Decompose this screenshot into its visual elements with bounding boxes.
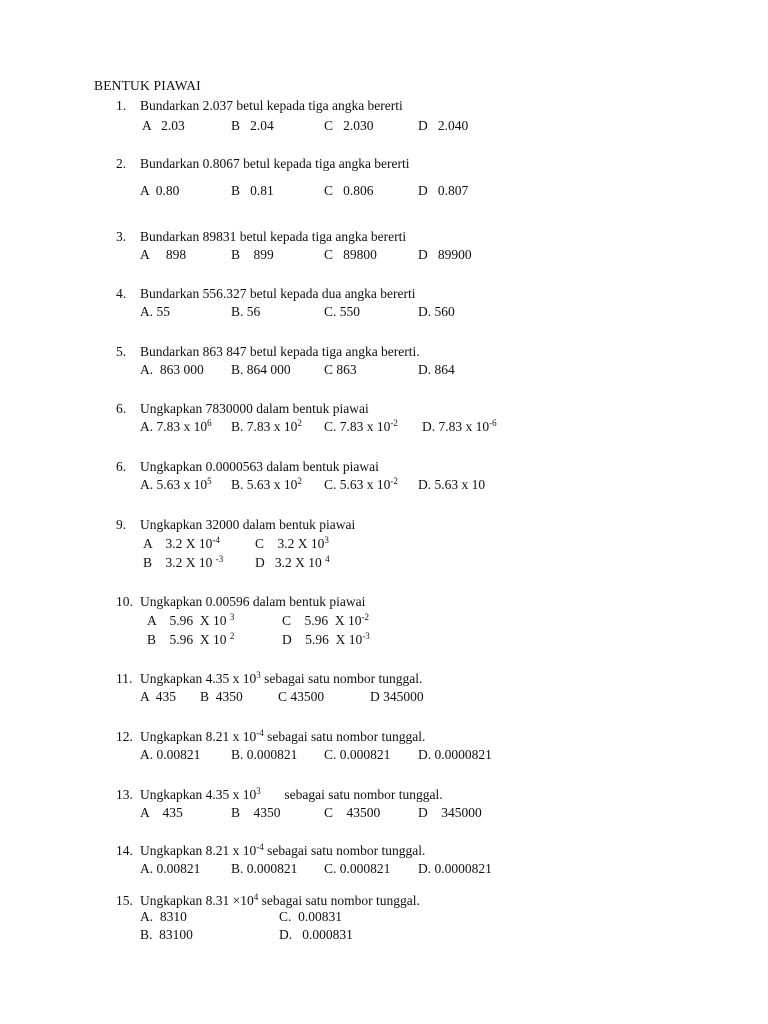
question-text-main: Ungkapkan 8.31 ×10: [140, 893, 254, 908]
question-text-main: Bundarkan 863 847 betul kepada tiga angka bererti.: [140, 344, 420, 359]
question-text-main: Ungkapkan 0.0000563 dalam bentuk piawai: [140, 459, 379, 474]
answer-option: [255, 536, 329, 552]
answer-option: [140, 247, 186, 263]
question-number: 9.: [116, 517, 127, 532]
question-text: [140, 594, 365, 610]
answer-option: [231, 477, 302, 493]
answer-option: [140, 689, 176, 705]
answer-option-text: B 4350: [200, 689, 243, 704]
answer-option: [200, 689, 243, 705]
answer-option-text: B 5.96 X 10: [147, 632, 230, 647]
answer-option-text: D. 0.000831: [279, 927, 353, 942]
question-text: [140, 843, 425, 859]
question-line: [0, 401, 768, 419]
answer-option: [422, 419, 497, 435]
answer-option: [418, 247, 472, 263]
answer-option-text: C 863: [324, 362, 357, 377]
question-item: [0, 344, 768, 377]
answer-option-text: A. 5.63 x 10: [140, 477, 208, 492]
question-line: [0, 459, 768, 477]
question-item: [0, 517, 768, 570]
question-number: 3.: [116, 229, 127, 244]
answer-options-row: [0, 536, 768, 554]
question-item: [0, 594, 768, 647]
answer-option-text: C 43500: [278, 689, 325, 704]
question-text-tail: sebagai satu nombor tunggal.: [258, 893, 420, 908]
answer-option: [324, 183, 374, 199]
answer-option-exponent: 4: [325, 554, 330, 564]
answer-option: [278, 689, 324, 705]
answer-options-row: [0, 805, 768, 823]
answer-option: [231, 183, 274, 199]
question-line: [0, 344, 768, 362]
question-text: [140, 229, 406, 245]
answer-option: [255, 555, 330, 571]
answer-option: [324, 477, 398, 493]
answer-option-text: A 5.96 X 10: [147, 613, 230, 628]
answer-option: [370, 689, 424, 705]
question-number: 11.: [116, 671, 133, 686]
answer-option: [418, 304, 455, 320]
answer-option: [147, 613, 234, 629]
answer-option-text: A. 863 000: [140, 362, 204, 377]
question-text-tail: sebagai satu nombor tunggal.: [260, 787, 443, 802]
answer-option: [279, 909, 342, 925]
answer-option-text: C. 5.63 x 10: [324, 477, 391, 492]
answer-options-row: [0, 747, 768, 765]
answer-option: [142, 118, 185, 134]
answer-option-exponent: -3: [362, 631, 370, 641]
answer-options-row: [0, 419, 768, 437]
answer-option: [143, 555, 223, 571]
answer-option: [231, 861, 297, 877]
answer-option-text: C. 550: [324, 304, 361, 319]
answer-option: [140, 419, 212, 435]
answer-option-exponent: 2: [297, 476, 302, 486]
question-item: [0, 286, 768, 319]
answer-option-text: B 0.81: [231, 183, 274, 198]
answer-option: [140, 909, 187, 925]
answer-option: [418, 747, 492, 763]
answer-option-exponent: 3: [324, 535, 329, 545]
question-number: 1.: [116, 98, 127, 113]
answer-option: [324, 304, 360, 320]
answer-option: [418, 805, 482, 821]
answer-options-row: [0, 613, 768, 631]
question-number: 6.: [116, 401, 127, 416]
answer-option: [418, 362, 455, 378]
answer-option-text: A 898: [140, 247, 187, 262]
answer-option-exponent: -3: [215, 554, 224, 564]
question-line: [0, 156, 768, 174]
answer-option: [140, 927, 193, 943]
answer-option: [140, 747, 200, 763]
answer-option-exponent: -2: [390, 476, 398, 486]
answer-option-text: C 89800: [324, 247, 377, 262]
question-line: [0, 843, 768, 861]
question-item: [0, 842, 768, 876]
answer-options-row: [0, 861, 768, 879]
answer-option-text: B. 83100: [140, 927, 193, 942]
question-line: [0, 286, 768, 304]
answer-option-text: B 2.04: [231, 118, 274, 133]
answer-option-text: C. 7.83 x 10: [324, 419, 391, 434]
question-text-tail: sebagai satu nombor tunggal.: [263, 843, 426, 858]
question-text-main: Ungkapkan 0.00596 dalam bentuk piawai: [140, 594, 366, 609]
question-line: [0, 729, 768, 747]
question-line: [0, 517, 768, 535]
answer-options-row: [0, 247, 768, 265]
answer-option-exponent: 2: [297, 418, 302, 428]
answer-option-text: C 3.2 X 10: [255, 536, 325, 551]
question-text-tail: sebagai satu nombor tunggal.: [260, 671, 423, 686]
question-exponent: 4: [253, 892, 259, 902]
answer-option-text: D 0.807: [418, 183, 469, 198]
question-number: 13.: [116, 787, 133, 802]
question-exponent: -4: [256, 728, 264, 738]
answer-option: [140, 477, 212, 493]
question-number: 4.: [116, 286, 127, 301]
question-text: [140, 401, 369, 417]
answer-option: [282, 632, 370, 648]
question-text: [140, 459, 379, 475]
answer-option-text: D. 0.0000821: [418, 861, 492, 876]
question-number: 6.: [116, 459, 127, 474]
answer-options-row: [0, 689, 768, 707]
answer-option-text: C. 0.000821: [324, 747, 391, 762]
question-text-main: Ungkapkan 7830000 dalam bentuk piawai: [140, 401, 369, 416]
answer-option-text: D 5.96 X 10: [282, 632, 363, 647]
answer-option-text: C 5.96 X 10: [282, 613, 362, 628]
question-text: [140, 98, 403, 114]
question-number: 12.: [116, 729, 133, 744]
answer-option-text: D 345000: [418, 805, 482, 820]
answer-option-text: C. 0.00831: [279, 909, 343, 924]
answer-option-exponent: -4: [212, 535, 220, 545]
answer-options-row: [0, 555, 768, 573]
question-number: 5.: [116, 344, 127, 359]
answer-option: [231, 118, 274, 134]
answer-options-row: [0, 362, 768, 380]
question-item: [0, 156, 768, 198]
answer-option-text: C 2.030: [324, 118, 374, 133]
question-text-main: Ungkapkan 32000 dalam bentuk piawai: [140, 517, 356, 532]
answer-option-text: D 3.2 X 10: [255, 555, 326, 570]
answer-option: [143, 536, 220, 552]
answer-option-text: A 0.80: [140, 183, 180, 198]
answer-option: [231, 805, 281, 821]
answer-option-text: B. 7.83 x 10: [231, 419, 298, 434]
answer-option-text: A 3.2 X 10: [143, 536, 213, 551]
answer-options-row: [0, 118, 768, 136]
answer-option: [324, 247, 377, 263]
question-text-main: Ungkapkan 8.21 x 10: [140, 729, 257, 744]
answer-option: [324, 419, 398, 435]
question-item: [0, 786, 768, 820]
answer-option-text: B. 864 000: [231, 362, 291, 377]
answer-option: [231, 362, 291, 378]
answer-option: [418, 183, 468, 199]
answer-option: [324, 861, 390, 877]
answer-option-text: D. 7.83 x 10: [422, 419, 490, 434]
answer-option-exponent: 3: [229, 612, 235, 622]
question-item: [0, 728, 768, 762]
answer-option: [140, 362, 204, 378]
answer-option-text: B 899: [231, 247, 274, 262]
answer-option-text: A. 0.00821: [140, 861, 201, 876]
answer-option-text: B. 56: [231, 304, 261, 319]
question-line: [0, 787, 768, 805]
question-text: [140, 286, 416, 302]
question-exponent: -4: [256, 842, 264, 852]
answer-option-text: C. 0.000821: [324, 861, 391, 876]
answer-options-row: [0, 909, 768, 927]
answer-option-exponent: -2: [361, 612, 370, 622]
answer-option-text: D. 864: [418, 362, 455, 377]
question-text-main: Bundarkan 2.037 betul kepada tiga angka bererti: [140, 98, 403, 113]
answer-options-row: [0, 304, 768, 322]
question-text-main: Ungkapkan 4.35 x 10: [140, 787, 257, 802]
question-number: 15.: [116, 893, 133, 908]
question-text: [140, 729, 425, 745]
answer-option-text: A. 55: [140, 304, 170, 319]
answer-option-exponent: -6: [489, 418, 497, 428]
answer-option: [231, 304, 260, 320]
answer-option: [324, 747, 390, 763]
question-line: [0, 98, 768, 116]
answer-option-text: B 4350: [231, 805, 281, 820]
answer-option: [324, 118, 374, 134]
question-text-main: Bundarkan 0.8067 betul kepada tiga angka bererti: [140, 156, 410, 171]
answer-option-text: B 3.2 X 10: [143, 555, 216, 570]
question-item: [0, 459, 768, 492]
answer-option-text: D 345000: [370, 689, 424, 704]
answer-option-text: A 435: [140, 805, 183, 820]
answer-option: [282, 613, 369, 629]
answer-option-text: D 2.040: [418, 118, 469, 133]
answer-option: [147, 632, 234, 648]
answer-options-row: [0, 477, 768, 495]
worksheet-heading: BENTUK PIAWAI: [94, 78, 201, 93]
answer-option-text: B. 0.000821: [231, 861, 298, 876]
answer-option-exponent: 5: [207, 476, 212, 486]
question-text: [140, 517, 355, 533]
answer-option: [418, 118, 468, 134]
question-text-main: Bundarkan 556.327 betul kepada dua angka bererti: [140, 286, 416, 301]
question-text-main: Bundarkan 89831 betul kepada tiga angka bererti: [140, 229, 407, 244]
answer-options-row: [0, 632, 768, 650]
answer-option-text: D. 5.63 x 10: [418, 477, 486, 492]
question-text-main: Ungkapkan 4.35 x 10: [140, 671, 257, 686]
answer-option: [418, 861, 492, 877]
question-item: [0, 98, 768, 133]
question-line: [0, 229, 768, 247]
question-item: [0, 892, 768, 942]
answer-option-text: B. 5.63 x 10: [231, 477, 298, 492]
answer-option: [140, 805, 183, 821]
question-item: [0, 401, 768, 434]
question-item: [0, 670, 768, 704]
question-exponent: 3: [256, 786, 261, 796]
answer-option: [140, 304, 170, 320]
answer-option: [231, 747, 297, 763]
answer-option-text: A. 7.83 x 10: [140, 419, 208, 434]
question-text-main: Ungkapkan 8.21 x 10: [140, 843, 257, 858]
answer-option-text: C 0.806: [324, 183, 374, 198]
answer-options-row: [0, 183, 768, 201]
answer-option-text: D 89900: [418, 247, 472, 262]
answer-option-text: A 2.03: [142, 118, 185, 133]
question-number: 14.: [116, 843, 133, 858]
answer-option-text: A. 0.00821: [140, 747, 201, 762]
question-text: [140, 787, 443, 803]
question-number: 10.: [116, 594, 133, 609]
answer-option: [324, 362, 357, 378]
answer-option-exponent: -2: [390, 418, 398, 428]
answer-option-text: A. 8310: [140, 909, 187, 924]
answer-option: [231, 419, 302, 435]
question-line: [0, 671, 768, 689]
answer-option-text: B. 0.000821: [231, 747, 298, 762]
answer-option: [231, 247, 274, 263]
question-line: [0, 594, 768, 612]
answer-option: [140, 183, 179, 199]
answer-option-text: D. 560: [418, 304, 455, 319]
answer-option: [418, 477, 485, 493]
answer-option-exponent: 6: [207, 418, 212, 428]
question-text: [140, 671, 422, 687]
question-number: 2.: [116, 156, 127, 171]
answer-option-text: A 435: [140, 689, 177, 704]
answer-option-text: D. 0.0000821: [418, 747, 492, 762]
answer-option-exponent: 2: [229, 631, 235, 641]
answer-options-row: [0, 927, 768, 945]
answer-option: [279, 927, 353, 943]
question-item: [0, 229, 768, 262]
answer-option: [140, 861, 200, 877]
answer-option-text: C 43500: [324, 805, 381, 820]
answer-option: [324, 805, 380, 821]
question-text: [140, 156, 410, 172]
question-exponent: 3: [256, 670, 261, 680]
question-text-tail: sebagai satu nombor tunggal.: [263, 729, 426, 744]
question-text: [140, 893, 420, 909]
question-text: [140, 344, 420, 360]
